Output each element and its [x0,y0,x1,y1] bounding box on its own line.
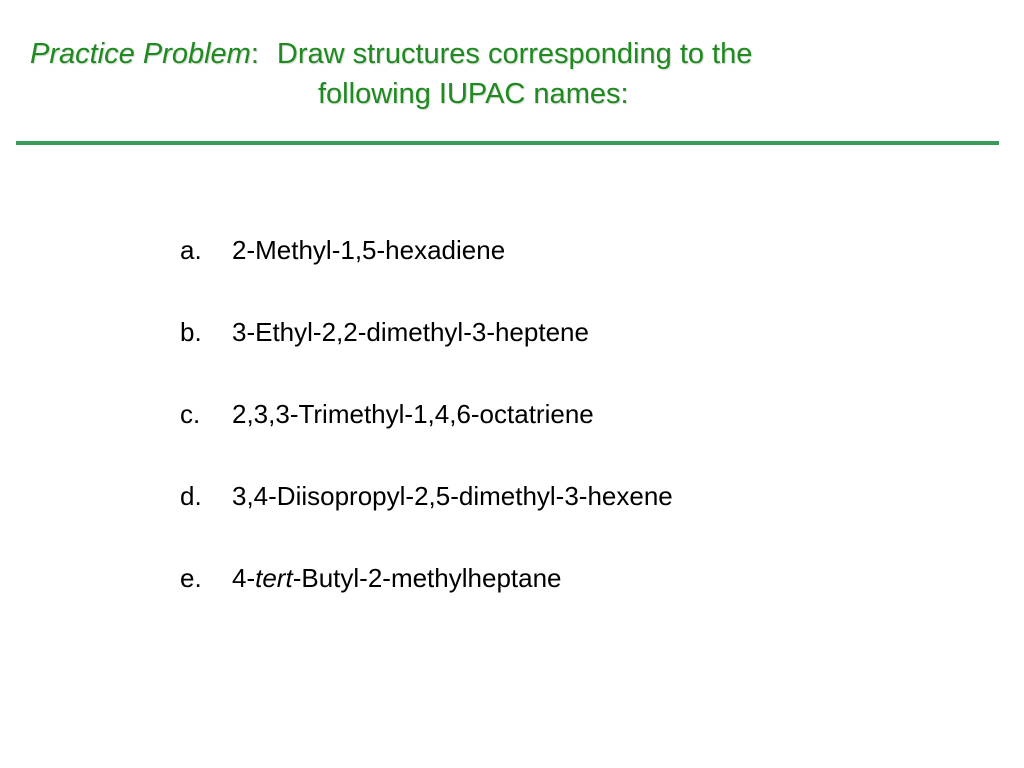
title-line-1: Draw structures corresponding to the [276,38,753,70]
title-colon: : [250,38,259,70]
item-letter: a. [180,235,202,265]
item-name-prefix: 4- [232,563,256,593]
item-name-suffix: -Butyl-2-methylheptane [292,563,562,593]
item-name-italic: tert [255,563,293,593]
list-item [180,476,673,558]
list-item [180,312,673,394]
item-letter: e. [180,563,202,593]
item-name: 2-Methyl-1,5-hexadiene [232,235,506,265]
item-name: 2,3,3-Trimethyl-1,4,6-octatriene [232,399,594,429]
item-letter: c. [180,399,201,429]
title-line-2: following IUPAC names: [318,78,629,110]
list-item [180,394,673,476]
list-item [180,230,673,312]
slide-title [30,34,990,114]
item-name: 3,4-Diisopropyl-2,5-dimethyl-3-hexene [232,481,673,511]
problem-list [180,230,673,640]
list-item [180,558,673,640]
title-lead: Practice Problem [30,38,251,70]
item-letter: b. [180,317,202,347]
item-letter: d. [180,481,202,511]
item-name: 3-Ethyl-2,2-dimethyl-3-heptene [232,317,589,347]
title-divider [16,141,999,145]
